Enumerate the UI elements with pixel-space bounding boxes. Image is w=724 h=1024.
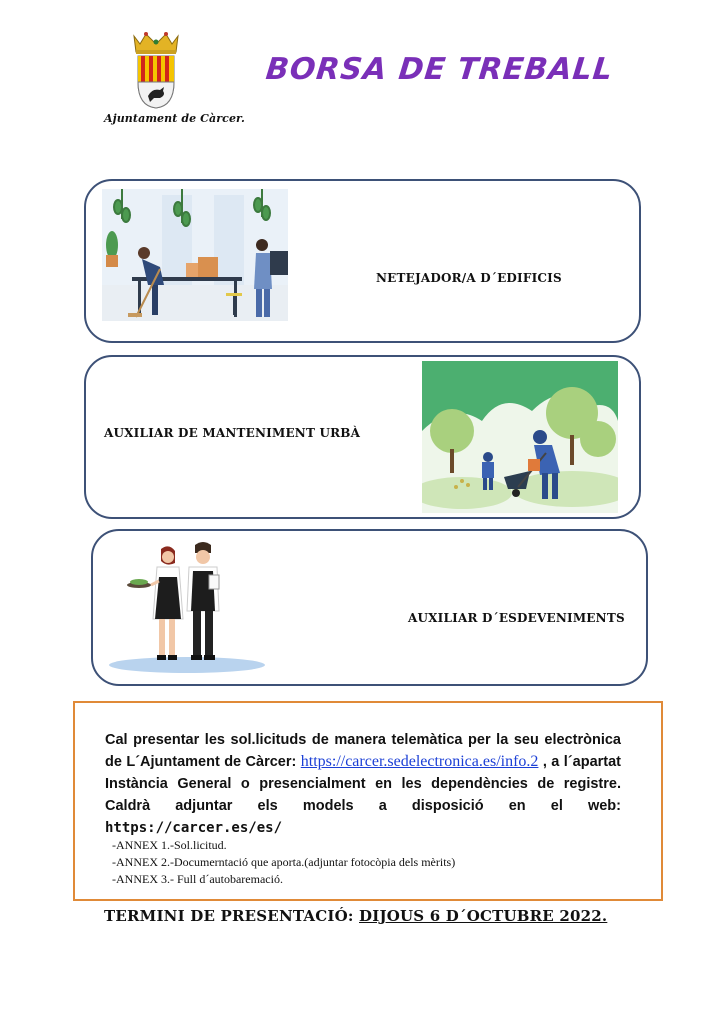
- page-title: BORSA DE TREBALL: [264, 52, 615, 87]
- job-title-maintenance: AUXILIAR DE MANTENIMENT URBÀ: [104, 426, 361, 440]
- deadline-label: TERMINI DE PRESENTACIÓ:: [104, 907, 360, 925]
- job-card-maintenance: [84, 355, 641, 519]
- annex-item: -ANNEX 1.-Sol.licitud.: [112, 838, 227, 852]
- job-title-events: AUXILIAR D´ESDEVENIMENTS: [408, 611, 625, 625]
- application-instructions: [105, 729, 621, 839]
- sede-electronica-link[interactable]: https://carcer.sedelectronica.es/info.2: [300, 753, 539, 770]
- job-title-cleaner: NETEJADOR/A D´EDIFICIS: [376, 271, 562, 285]
- instructions-intro: Cal presentar les sol.licituds de manera telemàtica per la seu electrònica de L´Ajuntament de Càrcer:: [105, 732, 621, 770]
- instructions-continued: , a l´apartat Instància General o presencialment en les dependències de registre. Caldrà adjuntar els models a disposició en el web:: [105, 754, 622, 814]
- deadline-date: DIJOUS 6 D´OCTUBRE 2022.: [359, 907, 608, 925]
- application-info-box: [73, 701, 663, 901]
- annex-item: -ANNEX 3.- Full d´autobaremació.: [112, 872, 283, 886]
- job-card-cleaner: [84, 179, 641, 343]
- cleaning-illustration: [102, 189, 288, 321]
- website-url: https://carcer.es/es/: [105, 820, 283, 836]
- deadline: [104, 907, 607, 925]
- annex-item: -ANNEX 2.-Documerntació que aporta.(adjuntar fotocòpia dels mèrits): [112, 855, 456, 869]
- org-name: Ajuntament de Càrcer.: [104, 112, 245, 125]
- gardening-illustration: [422, 361, 618, 513]
- municipal-crest-icon: [128, 30, 184, 110]
- job-card-events: [91, 529, 648, 686]
- waiters-illustration: [107, 541, 267, 677]
- annex-list: [112, 837, 455, 888]
